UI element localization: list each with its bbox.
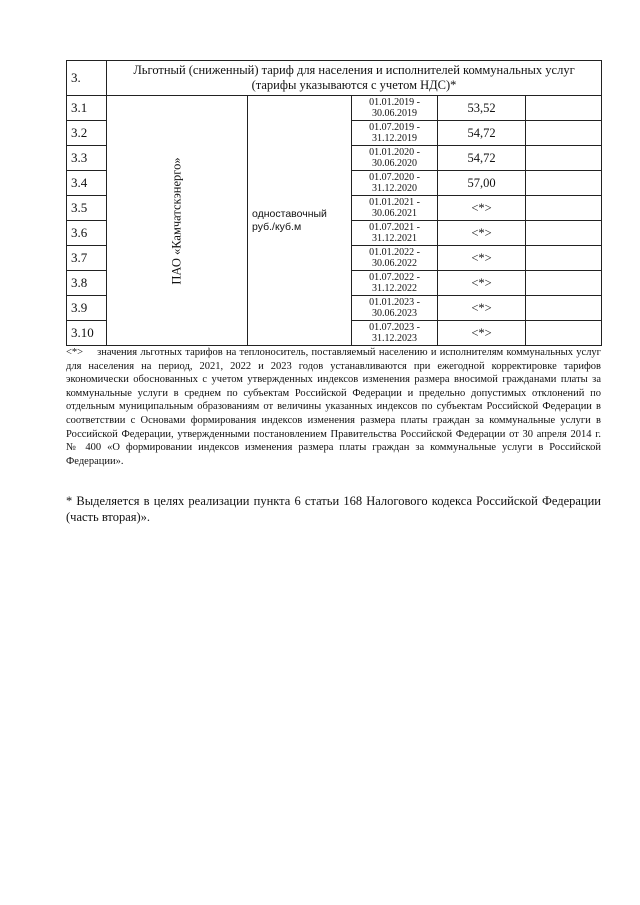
empty-cell <box>526 171 602 196</box>
empty-cell <box>526 271 602 296</box>
tariff-value: <*> <box>438 296 526 321</box>
empty-cell <box>526 121 602 146</box>
tariff-value: 54,72 <box>438 121 526 146</box>
organization-cell <box>107 96 248 346</box>
row-number: 3.2 <box>67 121 107 146</box>
empty-cell <box>526 196 602 221</box>
period-cell: 01.01.2022 - 30.06.2022 <box>352 246 438 271</box>
empty-cell <box>526 246 602 271</box>
footnote <box>66 346 601 468</box>
period-cell: 01.01.2023 - 30.06.2023 <box>352 296 438 321</box>
empty-cell <box>526 221 602 246</box>
tariff-unit: одноставочный руб./куб.м <box>248 96 352 346</box>
period-cell: 01.01.2020 - 30.06.2020 <box>352 146 438 171</box>
section-title: Льготный (сниженный) тариф для населения и исполнителей коммунальных услуг (тарифы указываются с учетом НДС)* <box>107 61 602 96</box>
period-cell: 01.01.2021 - 30.06.2021 <box>352 196 438 221</box>
section-header-row <box>67 61 602 96</box>
row-number: 3.7 <box>67 246 107 271</box>
organization-name: ПАО «Камчатскэнерго» <box>169 156 184 285</box>
tariff-value: <*> <box>438 196 526 221</box>
row-number: 3.4 <box>67 171 107 196</box>
tariff-value: 54,72 <box>438 146 526 171</box>
row-number: 3.9 <box>67 296 107 321</box>
table-row <box>67 96 602 121</box>
period-cell: 01.01.2019 - 30.06.2019 <box>352 96 438 121</box>
row-number: 3.8 <box>67 271 107 296</box>
row-number: 3.1 <box>67 96 107 121</box>
empty-cell <box>526 296 602 321</box>
period-cell: 01.07.2023 - 31.12.2023 <box>352 321 438 346</box>
tax-note: * Выделяется в целях реализации пункта 6 статьи 168 Налогового кодекса Российской Федерации (часть вторая)». <box>66 494 601 524</box>
row-number: 3.5 <box>67 196 107 221</box>
row-number: 3.6 <box>67 221 107 246</box>
tariff-value: 53,52 <box>438 96 526 121</box>
period-cell: 01.07.2019 - 31.12.2019 <box>352 121 438 146</box>
row-number: 3.3 <box>67 146 107 171</box>
footnote-mark: <*> <box>66 347 84 358</box>
empty-cell <box>526 146 602 171</box>
section-number: 3. <box>67 61 107 96</box>
row-number: 3.10 <box>67 321 107 346</box>
tariff-value: <*> <box>438 221 526 246</box>
period-cell: 01.07.2020 - 31.12.2020 <box>352 171 438 196</box>
tariff-value: <*> <box>438 321 526 346</box>
footnote-text: значения льготных тарифов на теплоноситель, поставляемый населению и исполнителям коммунальных услуг для населения на период, 2021, 2022 и 2023 годов устанавливаются при ежегодной корректировке тарифов экономически обоснованных с учетом утвержденных индексов изменения размера вносимой гражданами платы за коммунальные услуги в среднем по субъектам Российской Федерации и предельно допустимых отклонений по отдельным муниципальным образованиям от величины указанных индексов по субъектам Российской Федерации в соответствии с Основами формирования индексов изменения размера платы граждан за коммунальные услуги в Российской Федерации, утвержденными постановлением Правительства Российской Федерации от 30 апреля 2014 г. № 400 «О формировании индексов изменения размера платы граждан за коммунальные услуги в Российской Федерации». <box>66 347 601 467</box>
tariff-value: 57,00 <box>438 171 526 196</box>
period-cell: 01.07.2022 - 31.12.2022 <box>352 271 438 296</box>
period-cell: 01.07.2021 - 31.12.2021 <box>352 221 438 246</box>
tariff-value: <*> <box>438 246 526 271</box>
empty-cell <box>526 321 602 346</box>
tariff-table <box>66 60 602 346</box>
tariff-value: <*> <box>438 271 526 296</box>
empty-cell <box>526 96 602 121</box>
